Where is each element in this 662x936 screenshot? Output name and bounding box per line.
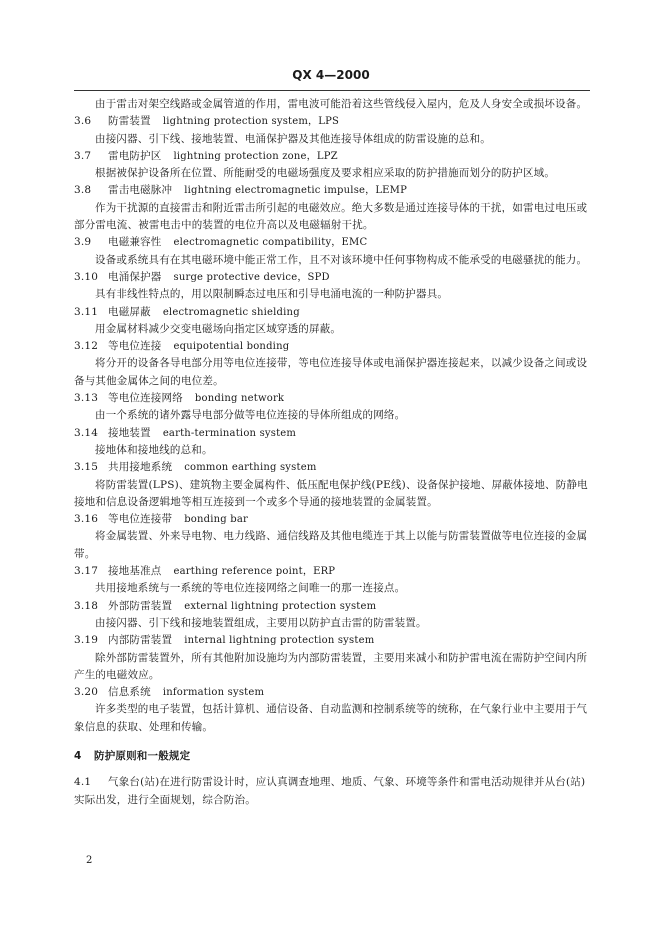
term-heading <box>74 684 592 701</box>
term-entry <box>74 511 592 563</box>
term-entry <box>74 459 592 511</box>
section-title: 防护原则和一般规定 <box>94 749 191 762</box>
term-number: 3.18 <box>74 599 99 612</box>
term-entry <box>74 113 592 148</box>
term-english: earth-termination system <box>162 427 297 439</box>
header-rule <box>74 90 590 91</box>
term-number: 3.8 <box>74 184 92 197</box>
term-entry <box>74 148 592 183</box>
term-definition: 由接闪器、引下线、接地装置、电涌保护器及其他连接导体组成的防雷设施的总和。 <box>95 132 491 145</box>
term-heading <box>74 304 592 321</box>
term-chinese: 电涌保护器 <box>108 270 162 283</box>
term-english: bonding network <box>194 393 285 405</box>
term-definition: 作为干扰源的直接雷击和附近雷击所引起的电磁效应。绝大多数是通过连接导体的干扰，如雷电过电压或部分雷电流、被雷电击中的装置的电位升高以及电磁辐射干扰。 <box>74 201 588 232</box>
term-number: 3.17 <box>74 565 99 578</box>
term-entry <box>74 182 592 234</box>
term-definition: 许多类型的电子装置，包括计算机、通信设备、自动监测和控制系统等的统称，在气象行业中主要用于气象信息的获取、处理和传输。 <box>74 703 588 733</box>
term-chinese: 内部防雷装置 <box>108 634 173 647</box>
term-chinese: 电磁兼容性 <box>108 236 162 249</box>
term-english: lightning protection zone，LPZ <box>173 150 338 162</box>
term-definition: 共用接地系统与一系统的等电位连接网络之间唯一的那一连接点。 <box>95 582 406 595</box>
term-heading <box>74 234 592 251</box>
terms-list <box>74 113 592 736</box>
term-entry <box>74 632 592 684</box>
term-entry <box>74 269 592 304</box>
term-chinese: 等电位连接网络 <box>108 392 183 405</box>
term-english: internal lightning protection system <box>184 635 375 647</box>
term-english: common earthing system <box>184 462 317 474</box>
term-chinese: 外部防雷装置 <box>108 599 173 612</box>
term-chinese: 共用接地系统 <box>108 461 173 474</box>
term-chinese: 接地基准点 <box>108 565 162 578</box>
page-number: 2 <box>86 855 93 866</box>
term-entry <box>74 390 592 425</box>
page-content <box>74 96 592 809</box>
term-english: bonding bar <box>184 514 249 526</box>
term-chinese: 等电位连接 <box>108 340 162 353</box>
term-number: 3.10 <box>74 270 99 283</box>
term-definition: 将防雷装置(LPS)、建筑物主要金属构件、低压配电保护线(PE线)、设备保护接地、屏蔽体接地、防静电接地和信息设备逻辑地等相互连接到一个或多个导通的接地装置的金属装置。 <box>74 478 588 508</box>
term-english: earthing reference point，ERP <box>173 566 336 578</box>
term-chinese: 信息系统 <box>108 686 151 699</box>
term-heading <box>74 459 592 476</box>
term-english: external lightning protection system <box>184 600 377 612</box>
clause-number: 4.1 <box>74 776 92 789</box>
term-number: 3.6 <box>74 115 92 128</box>
term-heading <box>74 148 592 165</box>
term-number: 3.19 <box>74 634 99 647</box>
intro-paragraph: 由于雷击对架空线路或金属管道的作用，雷电波可能沿着这些管线侵入屋内，危及人身安全或损坏设备。 <box>95 98 588 110</box>
term-number: 3.11 <box>74 305 99 318</box>
term-chinese: 雷击电磁脉冲 <box>108 184 173 197</box>
term-number: 3.20 <box>74 686 99 699</box>
term-chinese: 等电位连接带 <box>108 513 173 526</box>
term-heading <box>74 598 592 615</box>
term-number: 3.16 <box>74 513 99 526</box>
term-english: lightning protection system，LPS <box>162 116 340 128</box>
term-definition: 由接闪器、引下线和接地装置组成，主要用以防护直击雷的防雷装置。 <box>95 616 427 629</box>
term-definition: 除外部防雷装置外，所有其他附加设施均为内部防雷装置，主要用来减小和防护雷电流在需防护空间内所产生的电磁效应。 <box>74 651 588 681</box>
term-english: surge protective device，SPD <box>173 271 330 283</box>
term-entry <box>74 598 592 633</box>
term-definition: 由一个系统的诸外露导电部分做等电位连接的导体所组成的网络。 <box>95 409 406 422</box>
term-heading <box>74 390 592 407</box>
term-entry <box>74 684 592 736</box>
term-definition: 具有非线性特点的，用以限制瞬态过电压和引导电涌电流的一种防护器具。 <box>95 288 449 301</box>
section-number: 4 <box>74 749 82 762</box>
term-entry <box>74 304 592 339</box>
term-number: 3.13 <box>74 392 99 405</box>
term-chinese: 雷电防护区 <box>108 149 162 162</box>
term-heading <box>74 182 592 199</box>
term-entry <box>74 425 592 460</box>
term-definition: 用金属材料减少交变电磁场向指定区域穿透的屏蔽。 <box>95 322 342 335</box>
term-heading <box>74 269 592 286</box>
term-english: electromagnetic compatibility，EMC <box>173 237 368 249</box>
clause-text: 气象台(站)在进行防雷设计时，应认真调查地理、地质、气象、环境等条件和雷电活动规律并从台(站)实际出发，进行全面规划，综合防治。 <box>74 776 586 806</box>
term-chinese: 防雷装置 <box>108 115 151 128</box>
section-heading <box>74 748 592 765</box>
term-definition: 根据被保护设备所在位置、所能耐受的电磁场强度及要求相应采取的防护措施而划分的防护区域。 <box>95 167 556 180</box>
page-header: QX 4—2000 <box>292 68 370 82</box>
term-chinese: 电磁屏蔽 <box>108 305 151 318</box>
term-entry <box>74 563 592 598</box>
term-heading <box>74 425 592 442</box>
term-number: 3.15 <box>74 461 99 474</box>
term-english: electromagnetic shielding <box>162 306 300 318</box>
term-chinese: 接地装置 <box>108 426 151 439</box>
term-heading <box>74 563 592 580</box>
term-english: equipotential bonding <box>173 341 290 353</box>
term-definition: 将分开的设备各导电部分用等电位连接带，等电位连接导体或电涌保护器连接起来，以减少设备之间或设备与其他金属体之间的电位差。 <box>74 357 588 387</box>
term-english: information system <box>162 687 265 699</box>
term-heading <box>74 511 592 528</box>
term-number: 3.12 <box>74 340 99 353</box>
term-heading <box>74 338 592 355</box>
clause-4-1 <box>74 774 592 809</box>
term-entry <box>74 234 592 269</box>
term-definition: 设备或系统具有在其电磁环境中能正常工作，且不对该环境中任何事物构成不能承受的电磁骚扰的能力。 <box>95 253 588 266</box>
term-heading <box>74 113 592 130</box>
term-heading <box>74 632 592 649</box>
term-definition: 接地体和接地线的总和。 <box>95 443 213 456</box>
term-english: lightning electromagnetic impulse，LEMP <box>184 185 408 197</box>
term-entry <box>74 338 592 390</box>
term-number: 3.9 <box>74 236 92 249</box>
term-number: 3.7 <box>74 149 92 162</box>
term-number: 3.14 <box>74 426 99 439</box>
term-definition: 将金属装置、外来导电物、电力线路、通信线路及其他电缆连于其上以能与防雷装置做等电位连接的金属带。 <box>74 530 588 560</box>
